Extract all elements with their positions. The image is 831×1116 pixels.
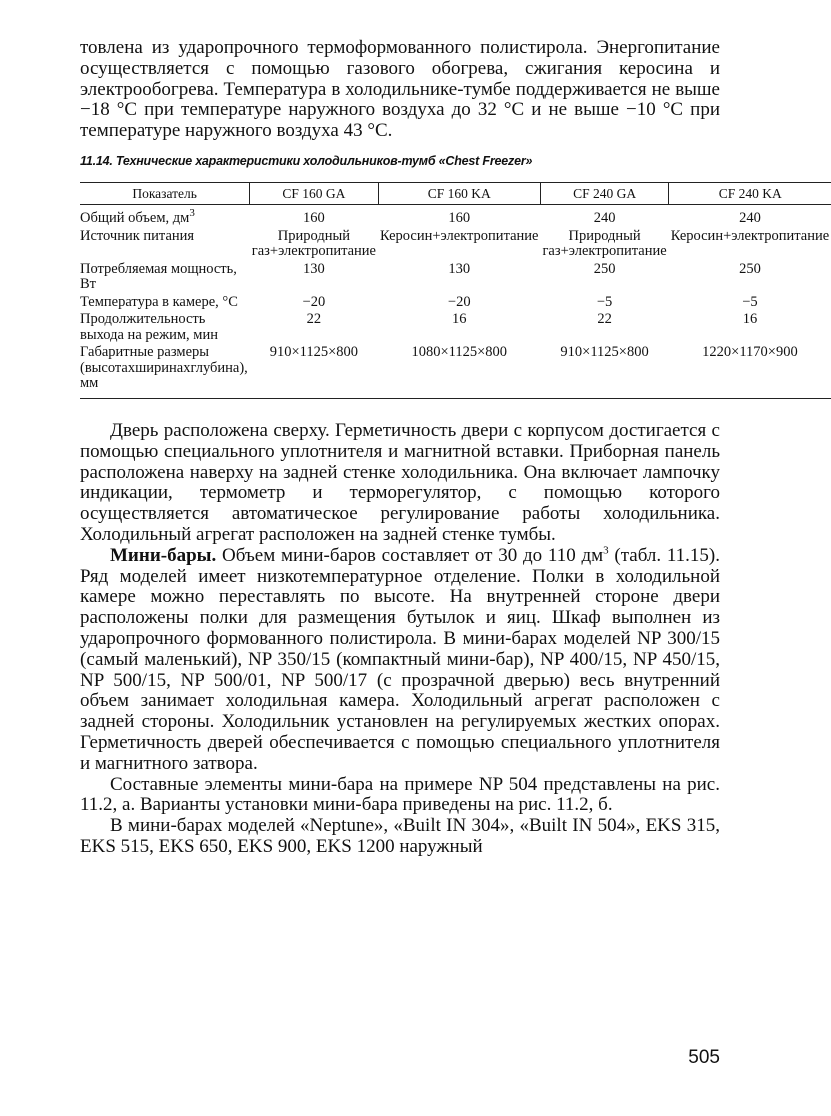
row-label: Общий объем, $дм^3$ xyxy=(80,207,195,227)
table-row xyxy=(80,205,831,228)
table-row xyxy=(80,344,831,398)
table-cell: 1220×1170×900 xyxy=(702,344,798,361)
table-cell: Природный газ+электропитание xyxy=(251,227,376,260)
paragraph-components: Составные элементы мини-бара на примере NP 504 представлены на рис. 11.2, а. Варианты установки мини-бара приведены на рис. 11.2, б. xyxy=(80,773,720,816)
table-row xyxy=(80,228,831,261)
paragraph-minibars: Мини-бары. Объем мини-баров составляет от 30 до 110 $дм^3$ (табл. 11.15). Ряд моделей имеет низкотемпературное отделение. Полки в холодильной камере можно переставлять по высоте. На внутренней стороне двери расположены полки для размещения бутылок и яиц. Шкаф выполнен из ударопрочного формованного полистирола. В мини-барах моделей NP 300/15 (самый маленький), NP 350/15 (компактный мини-бар), NP 400/15, NP 450/15, NP 500/15, NP 500/01, NP 500/17 (с прозрачной дверью) весь внутренний объем занимает холодильная камера. Холодильный агрегат расположен с задней стороны. Холодильник установлен на регулируемых жестких опорах. Герметичность дверей обеспечивается с помощью специального уплотнителя и магнитного затвора. xyxy=(80,544,720,774)
table-cell: 240 xyxy=(593,210,616,227)
table-cell: 16 xyxy=(451,311,467,328)
specs-table xyxy=(80,182,831,399)
row-label: Продолжительность выхода на режим, мин xyxy=(80,311,218,343)
row-label: Габаритные размеры (высотахширинахглубина), мм xyxy=(80,344,248,392)
unit-superscript: 3 xyxy=(603,544,609,557)
intro-paragraph: товлена из ударопрочного термоформованного полистирола. Энергопитание осуществляется с помощью газового обогрева, сжигания керосина и электрообогрева. Температура в холодильнике-тумбе поддерживается не выше −18 °С при температуре наружного воздуха до 32 °С и не выше −10 °С при температуре наружного воздуха 43 °С. xyxy=(80,37,720,142)
table-cell: 16 xyxy=(742,311,758,328)
row-label: Источник питания xyxy=(80,227,195,244)
table-row xyxy=(80,311,831,344)
table-cell: Керосин+электропитание xyxy=(380,227,539,244)
table-row xyxy=(80,294,831,312)
header-cf240ka: CF 240 KA xyxy=(669,182,831,205)
unit-superscript: 3 xyxy=(189,207,195,220)
table-header-row xyxy=(80,182,831,205)
table-cell: 1080×1125×800 xyxy=(411,344,508,361)
row-label: Температура в камере, °С xyxy=(80,293,238,310)
header-cf160ka: CF 160 KA xyxy=(378,182,540,205)
table-cell: 130 xyxy=(303,260,325,277)
table-cell: Природный газ+электропитание xyxy=(542,227,667,260)
table-cell: Керосин+электропитание xyxy=(670,227,830,244)
table-cell: 130 xyxy=(448,260,471,277)
table-cell: −5 xyxy=(596,293,613,310)
page-number: 505 xyxy=(688,1047,720,1068)
header-indicator: Показатель xyxy=(80,182,250,205)
paragraph-models: В мини-барах моделей «Neptune», «Built IN 304», «Built IN 504», EKS 315, EKS 515, EKS 650, EKS 900, EKS 1200 наружный xyxy=(80,815,720,857)
row-label: Потребляемая мощность, Вт xyxy=(80,260,237,293)
header-cf240ga: CF 240 GA xyxy=(540,182,668,205)
table-cell: −5 xyxy=(742,293,758,310)
page-body xyxy=(80,37,830,858)
table-caption: 11.14. Технические характеристики холодильников-тумб «Chest Freezer» xyxy=(80,153,533,168)
table-cell: 160 xyxy=(448,210,471,227)
table-cell: 22 xyxy=(597,311,612,328)
table-cell: −20 xyxy=(447,293,471,310)
table-cell: 910×1125×800 xyxy=(560,344,649,361)
runin-heading: Мини-бары. xyxy=(110,544,217,566)
paragraph-door: Дверь расположена сверху. Герметичность двери с корпусом достигается с помощью специального уплотнителя и магнитной вставки. Приборная панель расположена наверху на задней стенке холодильника. Она включает лампочку индикации, термометр и терморегулятор, с помощью которого осуществляется автоматическое регулирование работы холодильника. Холодильный агрегат расположен на задней стенке тумбы. xyxy=(80,419,720,545)
table-cell: −20 xyxy=(302,293,326,310)
table-row xyxy=(80,261,831,294)
table-cell: 250 xyxy=(739,260,761,277)
table-cell: 250 xyxy=(593,260,616,277)
header-cf160ga: CF 160 GA xyxy=(250,182,378,205)
table-cell: 910×1125×800 xyxy=(269,344,359,361)
table-cell: 240 xyxy=(739,210,761,227)
table-cell: 160 xyxy=(303,210,325,227)
table-cell: 22 xyxy=(306,311,322,328)
